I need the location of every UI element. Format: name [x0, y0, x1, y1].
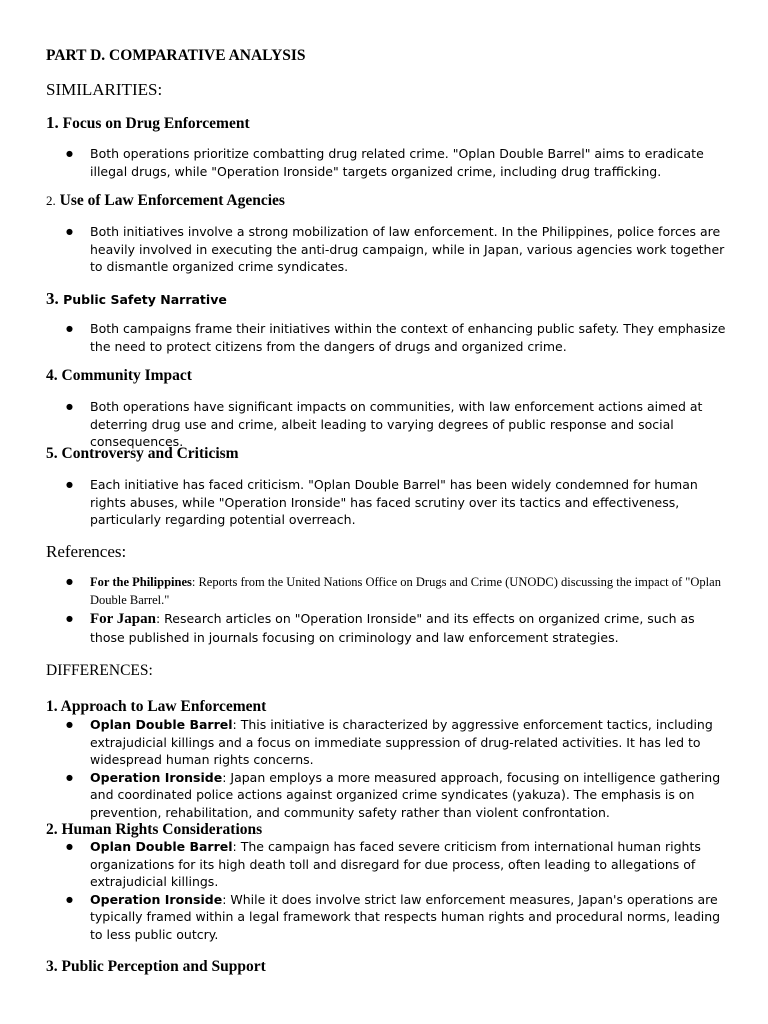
reference-item [0, 610, 768, 646]
similarity-number: 5. [46, 445, 58, 462]
similarity-number: 1. [46, 113, 59, 132]
bullet-item [0, 891, 768, 944]
similarity-bullets-3 [0, 320, 768, 355]
references-heading: References: [46, 542, 127, 561]
similarity-heading-4 [46, 367, 192, 385]
similarity-number: 4. [46, 367, 58, 384]
bullet-item [0, 838, 768, 891]
reference-label: For the Philippines [90, 575, 192, 589]
bullet-text: : The campaign has faced severe criticism from international human rights organizations for its high death toll and disregard for due process, often leading to allegations of extrajudicial killings. [90, 839, 701, 889]
reference-item [0, 573, 768, 609]
similarity-bullets-5 [0, 476, 768, 529]
bullet-label: Operation Ironside [90, 891, 223, 907]
similarity-number: 2. [46, 193, 56, 208]
document-title: PART D. COMPARATIVE ANALYSIS [46, 47, 306, 64]
similarity-title: Public Safety Narrative [58, 292, 227, 307]
difference-heading-1: 1. Approach to Law Enforcement [46, 698, 267, 715]
similarity-title: Controversy and Criticism [57, 445, 239, 462]
difference-bullets-2 [0, 838, 768, 943]
bullet-item: ● Both operations prioritize combatting drug related crime. "Oplan Double Barrel" aims to eradicate illegal drugs, while "Operation Ironside" targets organized crime, including drug trafficking. [0, 145, 768, 180]
similarity-heading-3 [46, 289, 227, 309]
difference-bullets-1 [0, 716, 768, 821]
reference-text: : Research articles on "Operation Ironside" and its effects on organized crime, such as those published in journals focusing on criminology and law enforcement strategies. [90, 611, 695, 645]
bullet-label: Oplan Double Barrel [90, 839, 233, 854]
similarity-heading-2 [46, 192, 285, 210]
similarity-title: Community Impact [57, 367, 192, 384]
bullet-text: : This initiative is characterized by aggressive enforcement tactics, including extrajudicial killings and a focus on immediate suppression of drug-related activities. It has led to widespread human rights concerns. [90, 717, 713, 767]
reference-label: For Japan [90, 611, 156, 627]
similarity-number: 3. [46, 289, 59, 308]
bullet-item [0, 769, 768, 822]
difference-heading-2: 2. Human Rights Considerations [46, 821, 263, 838]
similarity-heading-5 [46, 445, 239, 463]
bullet-item: ● Each initiative has faced criticism. "Oplan Double Barrel" has been widely condemned for human rights abuses, while "Operation Ironside" has faced scrutiny over its tactics and effectiveness, particularly regarding potential overreach. [0, 476, 768, 529]
bullet-text: : While it does involve strict law enforcement measures, Japan's operations are typically framed within a legal framework that respects human rights and procedural norms, leading to less public outcry. [90, 891, 721, 942]
bullet-item: ● Both campaigns frame their initiatives within the context of enhancing public safety. They emphasize the need to protect citizens from the dangers of drugs and organized crime. [0, 320, 768, 355]
similarity-bullets-2 [0, 223, 768, 276]
reference-text: : Reports from the United Nations Office on Drugs and Crime (UNODC) discussing the impact of "Oplan Double Barrel." [90, 575, 721, 607]
similarity-heading-1 [46, 113, 250, 133]
difference-heading-3: 3. Public Perception and Support [46, 958, 266, 975]
similarity-title: Focus on Drug Enforcement [58, 115, 250, 132]
bullet-text: : Japan employs a more measured approach, focusing on intelligence gathering and coordinated police actions against organized crime syndicates (yakuza). The emphasis is on prevention, rehabilitation, and community safety rather than violent confrontation. [90, 769, 721, 820]
bullet-label: Oplan Double Barrel [90, 717, 233, 732]
bullet-item [0, 716, 768, 769]
bullet-item: ● Both initiatives involve a strong mobilization of law enforcement. In the Philippines, police forces are heavily involved in executing the anti-drug campaign, while in Japan, various agencies work together to dismantle organized crime syndicates. [0, 223, 768, 276]
similarity-title: Use of Law Enforcement Agencies [55, 192, 285, 209]
references-list [0, 573, 768, 646]
similarity-bullets-4 [0, 398, 768, 451]
differences-heading: DIFFERENCES: [46, 662, 153, 679]
similarity-bullets-1 [0, 145, 768, 180]
bullet-label: Operation Ironside [90, 769, 223, 785]
similarities-heading: SIMILARITIES: [46, 80, 163, 99]
bullet-item: ● Both operations have significant impacts on communities, with law enforcement actions aimed at deterring drug use and crime, albeit leading to varying degrees of public response and social consequences. [0, 398, 768, 451]
